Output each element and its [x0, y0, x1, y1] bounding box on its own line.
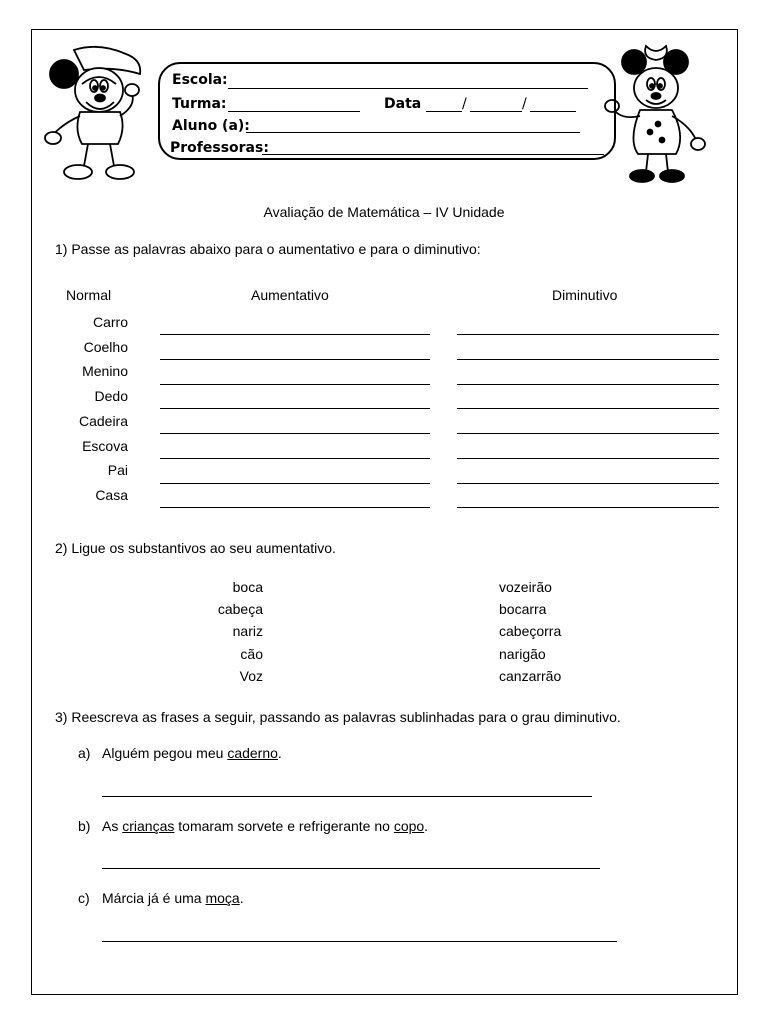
rewrite-answer-line-c[interactable]	[102, 941, 617, 942]
page-title: Avaliação de Matemática – IV Unidade	[263, 204, 505, 220]
turma-label: Turma:	[172, 96, 227, 112]
diminutivo-answer-line[interactable]	[457, 507, 719, 508]
word-menino: Menino	[82, 363, 128, 379]
noun-nariz: nariz	[232, 623, 263, 639]
word-escova: Escova	[82, 438, 128, 454]
aumentativo-answer-line[interactable]	[160, 458, 430, 459]
sentence-a: Alguém pegou meu caderno.	[102, 745, 282, 761]
diminutivo-answer-line[interactable]	[457, 433, 719, 434]
escola-field[interactable]	[228, 88, 588, 89]
augmentative-canzarrao: canzarrão	[499, 668, 562, 684]
word-coelho: Coelho	[83, 339, 128, 355]
word-carro: Carro	[92, 314, 128, 330]
diminutivo-answer-line[interactable]	[457, 408, 719, 409]
column-normal-header: Normal	[66, 287, 112, 303]
mickey-illustration	[44, 40, 156, 188]
diminutivo-answer-line[interactable]	[457, 483, 719, 484]
augmentative-bocarra: bocarra	[499, 601, 547, 617]
noun-cabeca: cabeça	[217, 601, 263, 617]
date-day-field[interactable]	[426, 111, 462, 112]
sentence-c: Márcia já é uma moça.	[102, 890, 244, 906]
data-label: Data	[384, 96, 422, 112]
professoras-label: Professoras:	[170, 140, 269, 156]
item-a-label: a)	[78, 745, 91, 761]
question-3-prompt: 3) Reescreva as frases a seguir, passando as palavras sublinhadas para o grau diminutivo.	[55, 709, 621, 725]
underlined-word: moça	[205, 890, 240, 906]
diminutivo-answer-line[interactable]	[457, 458, 719, 459]
diminutivo-answer-line[interactable]	[457, 359, 719, 360]
word-pai: Pai	[107, 462, 128, 478]
noun-voz: Voz	[239, 668, 263, 684]
word-cadeira: Cadeira	[78, 413, 128, 429]
sentence-b: As crianças tomaram sorvete e refrigerante no copo.	[102, 818, 429, 834]
item-b-label: b)	[78, 818, 91, 834]
noun-cao: cão	[240, 646, 263, 662]
aumentativo-answer-line[interactable]	[160, 359, 430, 360]
augmentative-cabecorra: cabeçorra	[499, 623, 562, 639]
column-aumentativo-header: Aumentativo	[251, 287, 329, 303]
rewrite-answer-line-b[interactable]	[102, 868, 600, 869]
aluno-label: Aluno (a):	[172, 118, 250, 134]
item-c-label: c)	[78, 890, 90, 906]
turma-field[interactable]	[228, 111, 360, 112]
diminutivo-answer-line[interactable]	[457, 384, 719, 385]
word-casa: Casa	[95, 487, 128, 503]
augmentative-narigao: narigão	[499, 646, 546, 662]
diminutivo-answer-line[interactable]	[457, 334, 719, 335]
minnie-illustration	[600, 36, 712, 186]
word-dedo: Dedo	[94, 388, 128, 404]
underlined-word: crianças	[122, 818, 175, 834]
escola-label: Escola:	[172, 72, 228, 88]
aumentativo-answer-line[interactable]	[160, 507, 430, 508]
augmentative-vozeirao: vozeirão	[499, 579, 552, 595]
professoras-field[interactable]	[262, 154, 604, 155]
underlined-word: caderno	[227, 745, 278, 761]
column-diminutivo-header: Diminutivo	[552, 287, 618, 303]
date-separator: /	[462, 96, 467, 112]
noun-boca: boca	[232, 579, 263, 595]
question-2-prompt: 2) Ligue os substantivos ao seu aumentativo.	[55, 540, 336, 556]
rewrite-answer-line-a[interactable]	[102, 796, 592, 797]
aumentativo-answer-line[interactable]	[160, 384, 430, 385]
date-year-field[interactable]	[530, 111, 576, 112]
date-separator: /	[522, 96, 527, 112]
aluno-field[interactable]	[246, 132, 580, 133]
aumentativo-answer-line[interactable]	[160, 483, 430, 484]
aumentativo-answer-line[interactable]	[160, 408, 430, 409]
question-1-prompt: 1) Passe as palavras abaixo para o aumentativo e para o diminutivo:	[55, 241, 481, 257]
date-month-field[interactable]	[470, 111, 522, 112]
aumentativo-answer-line[interactable]	[160, 334, 430, 335]
underlined-word: copo	[393, 818, 425, 834]
aumentativo-answer-line[interactable]	[160, 433, 430, 434]
